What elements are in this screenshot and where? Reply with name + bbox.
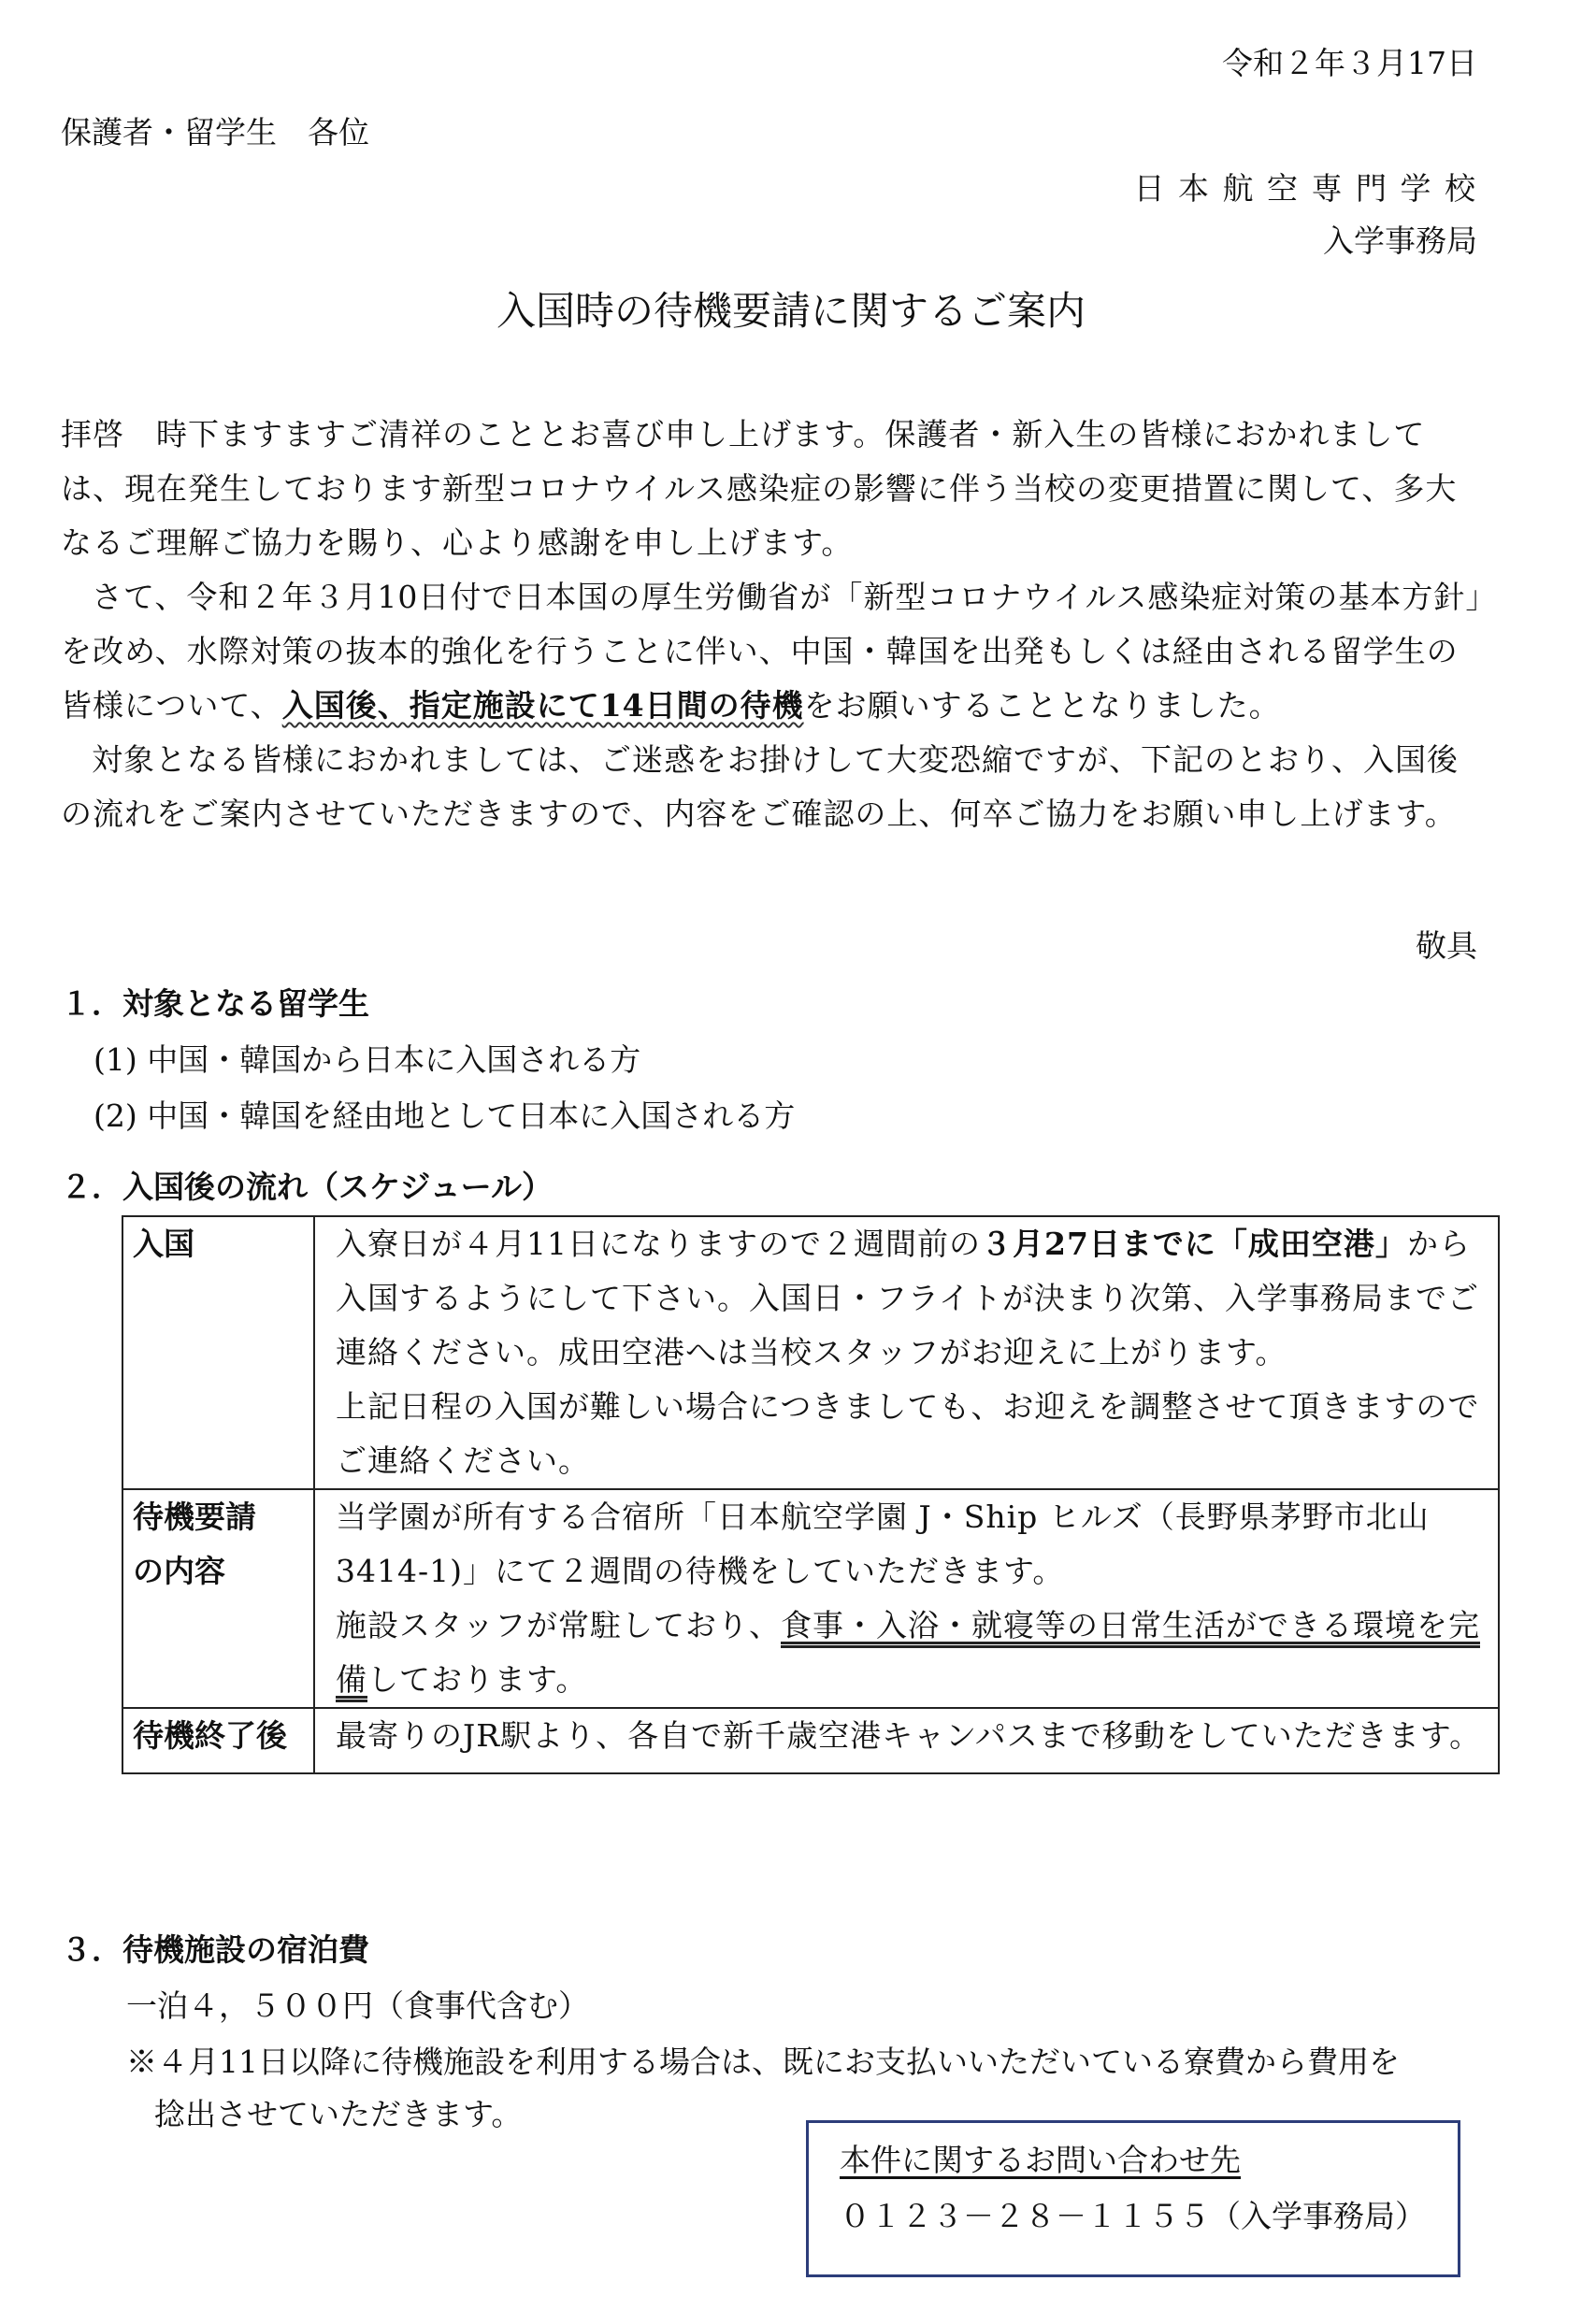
price-per-night: 一泊４，５００円（食事代含む） [126, 1987, 589, 2024]
row-content-entry [314, 1216, 1499, 1489]
schedule-table [122, 1215, 1500, 1774]
target-item-2: (2) 中国・韓国を経由地として日本に入国される方 [93, 1097, 796, 1134]
fee-note-line2: 捻出させていただきます。 [154, 2096, 523, 2132]
section1-heading: １．対象となる留学生 [61, 985, 369, 1022]
contact-phone: ０１２３－２８－１１５５（入学事務局） [840, 2198, 1426, 2234]
waiting-staff-text: 施設スタッフが常駐しており、 [336, 1607, 781, 1643]
recipient: 保護者・留学生 各位 [61, 114, 369, 151]
document-date: 令和２年３月17日 [1222, 45, 1477, 81]
waiting-staff-end: しております。 [367, 1661, 588, 1698]
document-title: 入国時の待機要請に関するご案内 [496, 288, 1086, 334]
row-label-waiting-line1: 待機要請 [133, 1499, 256, 1535]
section2-heading: ２．入国後の流れ（スケジュール） [61, 1169, 554, 1205]
paragraph-greeting: 拝啓 時下ますますご清祥のこととお喜び申し上げます。保護者・新入生の皆様におかれましては、現在発生しております新型コロナウイルス感染症の影響に伴う当校の変更措置に関して、多大なるご理解ご協力を賜り、心より感謝を申し上げます。 [61, 416, 1458, 561]
closing-keigu: 敬具 [1416, 927, 1477, 964]
paragraph-notice [61, 570, 1482, 733]
paragraph-notice-end: をお願いすることとなりました。 [803, 687, 1281, 724]
quarantine-emphasis: 入国後、指定施設にて14日間の待機 [281, 687, 804, 724]
section3-heading: ３．待機施設の宿泊費 [61, 1931, 369, 1968]
table-row [122, 1216, 1499, 1489]
row-label-waiting-line2: の内容 [133, 1553, 225, 1589]
row-label-entry: 入国 [122, 1216, 314, 1489]
entry-text-cont: から入国するようにして下さい。入国日・フライトが決まり次第、入学事務局までご連絡ください。成田空港へは当校スタッフがお迎えに上がります。 [336, 1226, 1480, 1370]
entry-main [336, 1217, 1483, 1380]
entry-deadline: ３月27日までに「成田空港」 [981, 1226, 1407, 1262]
department: 入学事務局 [1323, 222, 1477, 259]
fee-note-line1: ※４月11日以降に待機施設を利用する場合は、既にお支払いいただいている寮費から費用を [126, 2044, 1400, 2080]
letter-body [61, 408, 1482, 841]
row-content-waiting [314, 1489, 1499, 1708]
entry-note: 上記日程の入国が難しい場合につきましても、お迎えを調整させて頂きますのでご連絡ください。 [336, 1388, 1480, 1479]
row-label-after: 待機終了後 [122, 1708, 314, 1773]
contact-label: 本件に関するお問い合わせ先 [840, 2142, 1241, 2178]
waiting-facility: 当学園が所有する合宿所「日本航空学園 J・Ship ヒルズ（長野県茅野市北山3414-1)」にて２週間の待機をしていただきます。 [336, 1499, 1430, 1589]
table-row [122, 1708, 1499, 1773]
entry-text: 入寮日が４月11日になりますので２週間前の [336, 1226, 981, 1262]
table-row [122, 1489, 1499, 1708]
target-item-1: (1) 中国・韓国から日本に入国される方 [93, 1041, 641, 1078]
row-content-after: 最寄りのJR駅より、各自で新千歳空港キャンパスまで移動をしていただきます。 [314, 1708, 1499, 1773]
waiting-emphasis: 食事・入浴・就寝等の日常生活ができる環境を完備 [336, 1607, 1480, 1698]
paragraph-notice-text: さて、令和２年３月10日付で日本国の厚生労働省が「新型コロナウイルス感染症対策の基本方針」を改め、水際対策の抜本的強化を行うことに伴い、中国・韓国を出発もしくは経由される留学生の皆様について、 [61, 579, 1482, 724]
row-label-waiting [122, 1489, 314, 1708]
paragraph-request: 対象となる皆様におかれましては、ご迷惑をお掛けして大変恐縮ですが、下記のとおり、入国後の流れをご案内させていただきますので、内容をご確認の上、何卒ご協力をお願い申し上げます。 [61, 741, 1459, 832]
school-name: 日 本 航 空 専 門 学 校 [1133, 170, 1477, 207]
contact-box [806, 2120, 1460, 2277]
waiting-staff [336, 1599, 1483, 1707]
